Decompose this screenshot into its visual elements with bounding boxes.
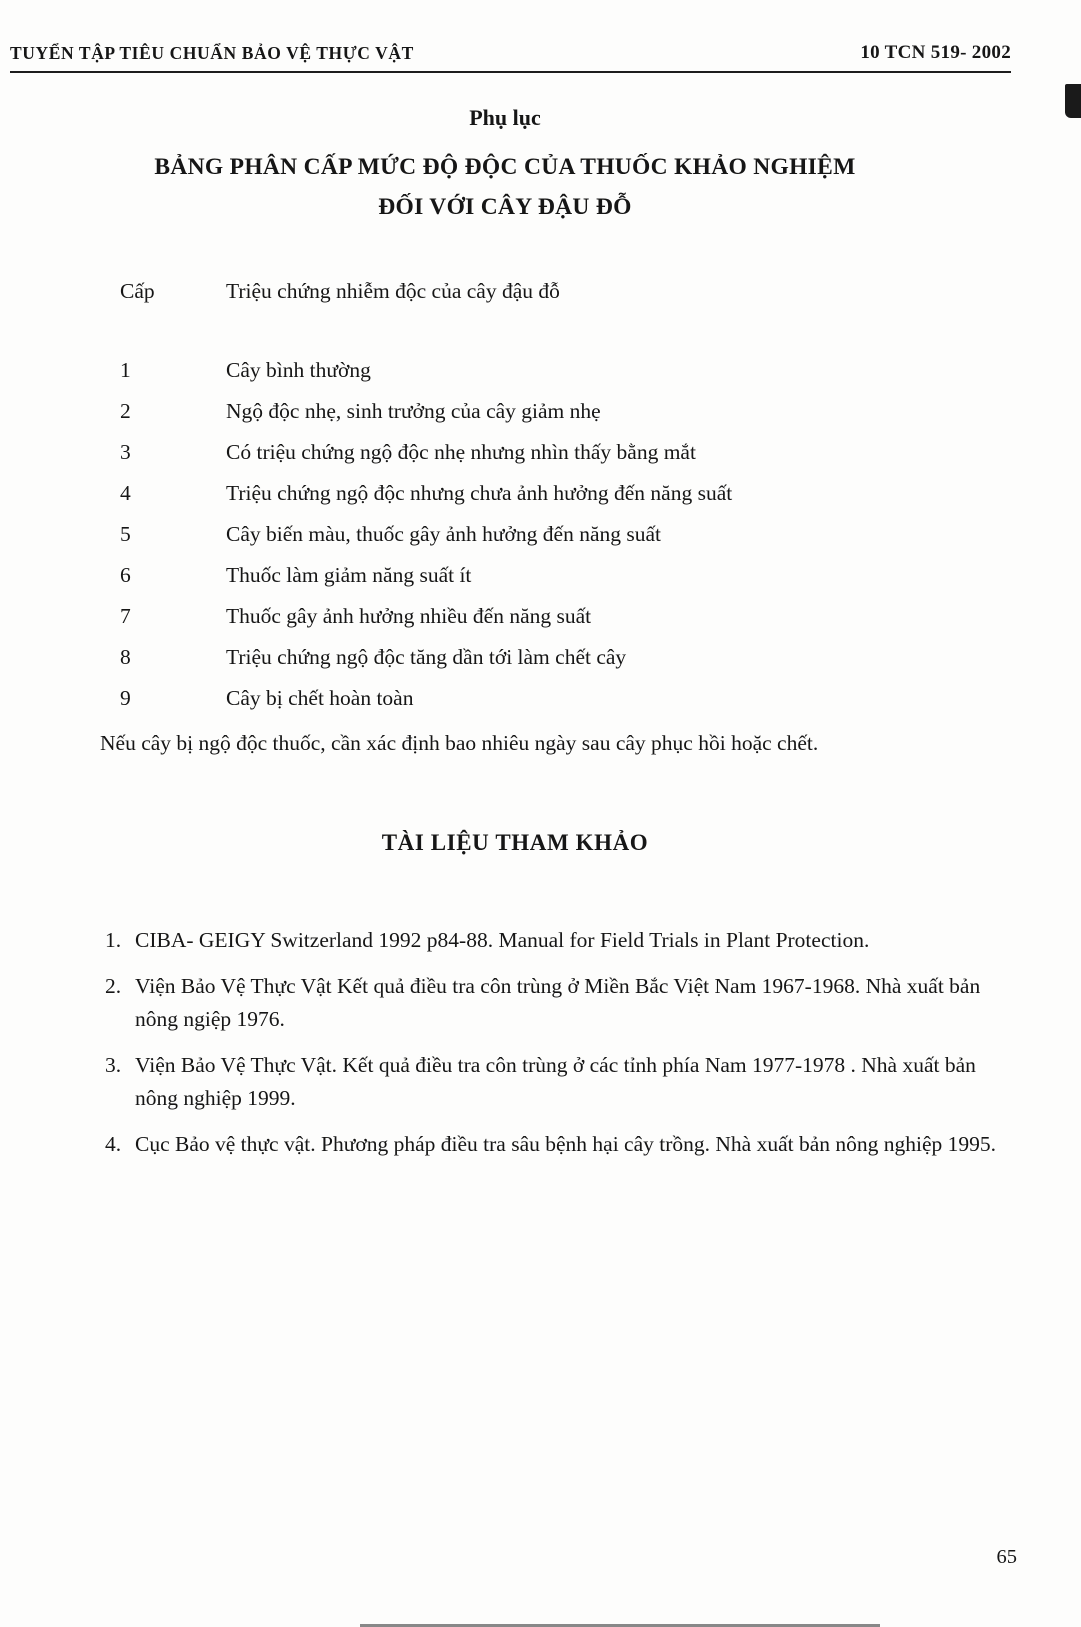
toxicity-symptom: Có triệu chứng ngộ độc nhẹ nhưng nhìn thấy bằng mắt — [226, 440, 696, 464]
table-row — [120, 564, 1021, 586]
toxicity-level: 9 — [120, 686, 131, 710]
table-row — [120, 400, 1021, 422]
toxicity-symptom: Ngộ độc nhẹ, sinh trưởng của cây giảm nhẹ — [226, 399, 601, 423]
toxicity-symptom: Cây bị chết hoàn toàn — [226, 686, 414, 710]
table-header-row — [120, 279, 1021, 304]
running-header — [10, 42, 1011, 73]
column-header-symptom: Triệu chứng nhiễm độc của cây đậu đỗ — [226, 279, 560, 303]
toxicity-level: 5 — [120, 522, 131, 546]
appendix-label: Phụ lục — [469, 105, 541, 130]
toxicity-level: 3 — [120, 440, 131, 464]
toxicity-table — [120, 279, 1021, 709]
toxicity-symptom: Cây biến màu, thuốc gây ảnh hưởng đến năng suất — [226, 522, 662, 546]
toxicity-symptom: Triệu chứng ngộ độc tăng dần tới làm chết cây — [226, 645, 627, 669]
reference-item — [105, 1128, 1023, 1161]
toxicity-level: 1 — [120, 358, 131, 382]
reference-number: 1. — [105, 928, 122, 952]
table-row — [120, 482, 1021, 504]
table-row — [120, 605, 1021, 627]
header-standard-number: 10 TCN 519- 2002 — [860, 42, 1011, 63]
reference-text: CIBA- GEIGY Switzerland 1992 p84-88. Manual for Field Trials in Plant Protection. — [135, 928, 870, 952]
header-collection-title: TUYỂN TẬP TIÊU CHUẨN BẢO VỆ THỰC VẬT — [10, 43, 414, 63]
reference-number: 2. — [105, 974, 122, 998]
toxicity-level: 7 — [120, 604, 131, 628]
column-header-level: Cấp — [120, 279, 155, 303]
reference-item — [105, 970, 1023, 1036]
reference-number: 4. — [105, 1132, 122, 1156]
toxicity-symptom: Cây bình thường — [226, 358, 371, 382]
references-title: TÀI LIỆU THAM KHẢO — [381, 830, 649, 855]
table-row — [120, 687, 1021, 709]
toxicity-symptom: Thuốc làm giảm năng suất ít — [226, 563, 472, 587]
reference-number: 3. — [105, 1053, 122, 1077]
appendix-title-line2: ĐỐI VỚI CÂY ĐẬU ĐỖ — [378, 194, 632, 220]
toxicity-level: 4 — [120, 481, 131, 505]
toxicity-level: 6 — [120, 563, 131, 587]
scan-artifact-corner — [1065, 84, 1081, 118]
table-row — [120, 646, 1021, 668]
toxicity-level: 2 — [120, 399, 131, 423]
table-row — [120, 523, 1021, 545]
reference-text: Viện Bảo Vệ Thực Vật Kết quả điều tra côn trùng ở Miền Bắc Việt Nam 1967-1968. Nhà xuất bản nông ngiệp 1976. — [135, 974, 981, 1031]
reference-item — [105, 924, 1023, 957]
reference-text: Viện Bảo Vệ Thực Vật. Kết quả điều tra côn trùng ở các tỉnh phía Nam 1977-1978 . Nhà xuất bản nông nghiệp 1999. — [135, 1053, 976, 1110]
toxicity-symptom: Thuốc gây ảnh hưởng nhiều đến năng suất — [226, 604, 592, 628]
appendix-title-block — [30, 105, 980, 227]
toxicity-level: 8 — [120, 645, 131, 669]
recovery-note: Nếu cây bị ngộ độc thuốc, cần xác định bao nhiêu ngày sau cây phục hồi hoặc chết. — [100, 731, 819, 755]
table-row — [120, 441, 1021, 463]
reference-text: Cục Bảo vệ thực vật. Phương pháp điều tra sâu bệnh hại cây trồng. Nhà xuất bản nông nghiệp 1995. — [135, 1132, 997, 1156]
table-row — [120, 359, 1021, 381]
reference-item — [105, 1049, 1023, 1115]
page-number: 65 — [996, 1546, 1017, 1568]
toxicity-symptom: Triệu chứng ngộ độc nhưng chưa ảnh hưởng đến năng suất — [226, 481, 733, 505]
references-list — [105, 924, 1023, 1161]
appendix-title-line1: BẢNG PHÂN CẤP MỨC ĐỘ ĐỘC CỦA THUỐC KHẢO NGHIỆM — [154, 154, 856, 180]
